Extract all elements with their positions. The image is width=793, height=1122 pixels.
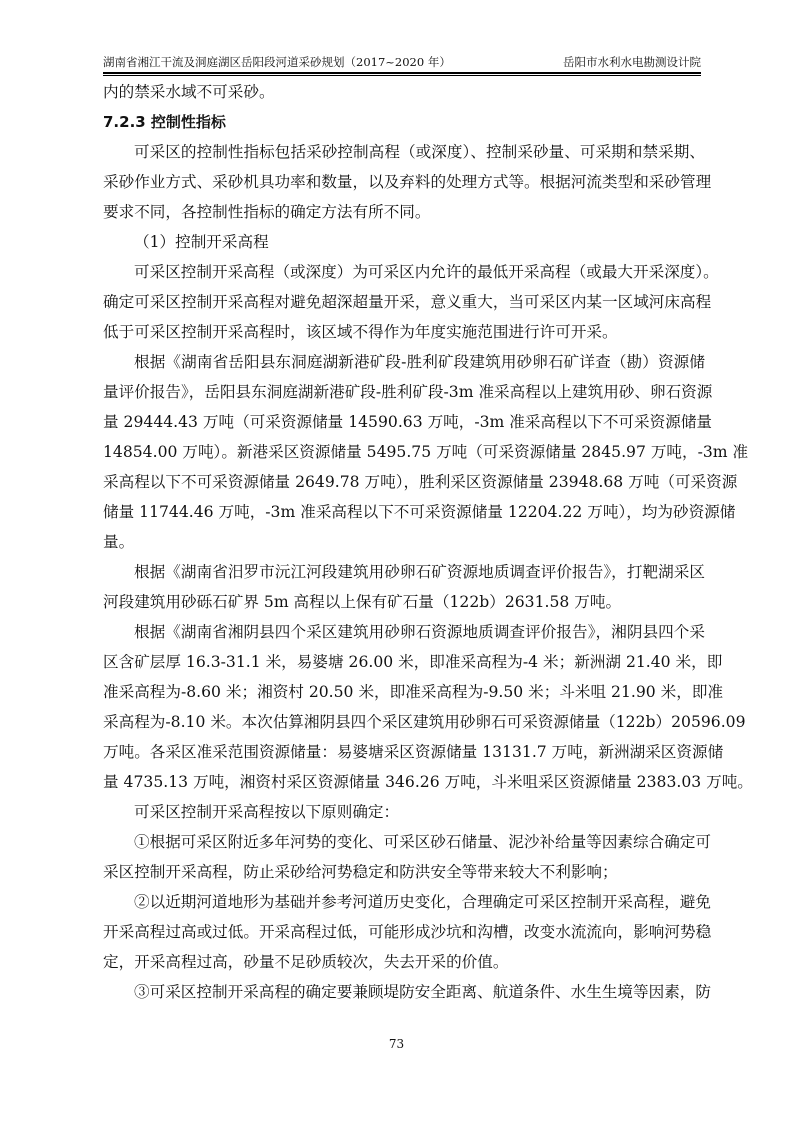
text-line: 开采高程过高或过低。开采高程过低，可能形成沙坑和沟槽，改变水流流向，影响河势稳	[103, 923, 712, 941]
header-document-title: 湖南省湘江干流及洞庭湖区岳阳段河道采砂规划（2017~2020 年）	[103, 55, 451, 69]
text-line: 采砂作业方式、采砂机具功率和数量，以及弃料的处理方式等。根据河流类型和采砂管理	[103, 173, 712, 191]
text-line: 河段建筑用砂砾石矿界 5m 高程以上保有矿石量（122b）2631.58 万吨。	[103, 593, 622, 611]
page-header	[103, 50, 701, 72]
page-body	[103, 77, 753, 1007]
header-rule-thin	[103, 75, 701, 76]
text-line: 采高程为-8.10 米。本次估算湘阴县四个采区建筑用砂卵石可采资源储量（122b）20596.09	[103, 713, 746, 731]
text-line: 量 4735.13 万吨，湘资村采区资源储量 346.26 万吨，斗米咀采区资源储量 2383.03 万吨。	[103, 773, 753, 791]
text-line: ②以近期河道地形为基础并参考河道历史变化，合理确定可采区控制开采高程，避免	[134, 893, 711, 911]
text-line: 万吨。各采区准采范围资源储量：易婆塘采区资源储量 13131.7 万吨，新洲湖采区资源储	[103, 743, 724, 761]
text-line: 量 29444.43 万吨（可采资源储量 14590.63 万吨，-3m 准采高程以下不可采资源储量	[103, 413, 713, 431]
text-line: 量评价报告》，岳阳县东洞庭湖新港矿段-胜利矿段-3m 准采高程以上建筑用砂、卵石资源	[103, 383, 713, 401]
text-line: 根据《湖南省岳阳县东洞庭湖新港矿段-胜利矿段建筑用砂卵石矿详查（勘）资源储	[134, 353, 705, 371]
header-rule	[103, 72, 701, 74]
text-line: 根据《湖南省湘阴县四个采区建筑用砂卵石资源地质调查评价报告》，湘阴县四个采	[134, 623, 705, 641]
text-line: 采高程以下不可采资源储量 2649.78 万吨），胜利采区资源储量 23948.68 万吨（可采资源	[103, 473, 738, 491]
header-organization: 岳阳市水利水电勘测设计院	[563, 55, 701, 69]
text-line: 采区控制开采高程，防止采砂给河势稳定和防洪安全等带来较大不利影响；	[103, 863, 618, 881]
text-line: 14854.00 万吨）。新港采区资源储量 5495.75 万吨（可采资源储量 2845.97 万吨，-3m 准	[103, 443, 749, 461]
section-heading: 7.2.3 控制性指标	[103, 113, 226, 131]
text-line: 可采区控制开采高程按以下原则确定：	[134, 803, 400, 821]
text-line: 量。	[103, 533, 135, 551]
text-line: 储量 11744.46 万吨，-3m 准采高程以下不可采资源储量 12204.22 万吨），均为砂资源储	[103, 503, 736, 521]
text-line: （1）控制开采高程	[134, 233, 269, 251]
text-line: 准采高程为-8.60 米；湘资村 20.50 米，即准采高程为-9.50 米；斗米咀 21.90 米，即准	[103, 683, 724, 701]
text-line: 定，开采高程过高，砂量不足砂质较次，失去开采的价值。	[103, 953, 509, 971]
text-line: 可采区控制开采高程（或深度）为可采区内允许的最低开采高程（或最大开采深度）。	[134, 263, 719, 281]
text-line: 低于可采区控制开采高程时，该区域不得作为年度实施范围进行许可开采。	[103, 323, 618, 341]
text-line: 根据《湖南省汨罗市沅江河段建筑用砂卵石矿资源地质调查评价报告》，打靶湖采区	[134, 563, 705, 581]
page-number: 73	[388, 1037, 405, 1051]
text-line: 可采区的控制性指标包括采砂控制高程（或深度）、控制采砂量、可采期和禁采期、	[134, 143, 705, 161]
text-line: ①根据可采区附近多年河势的变化、可采区砂石储量、泥沙补给量等因素综合确定可	[134, 833, 711, 851]
text-line: 内的禁采水域不可采砂。	[103, 83, 275, 101]
text-line: ③可采区控制开采高程的确定要兼顾堤防安全距离、航道条件、水生生境等因素，防	[134, 983, 711, 1001]
text-line: 区含矿层厚 16.3-31.1 米，易婆塘 26.00 米，即准采高程为-4 米；新洲湖 21.40 米，即	[103, 653, 723, 671]
text-line: 要求不同，各控制性指标的确定方法有所不同。	[103, 203, 431, 221]
text-line: 确定可采区控制开采高程对避免超深超量开采，意义重大，当可采区内某一区域河床高程	[103, 293, 712, 311]
